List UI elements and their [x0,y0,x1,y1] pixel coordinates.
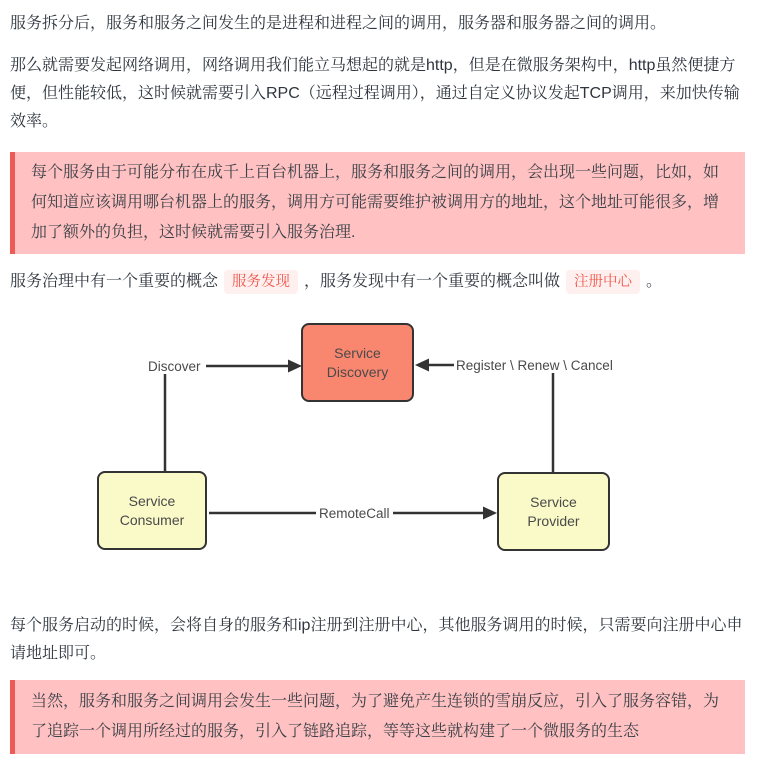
diagram-node-service-discovery [301,323,414,402]
paragraph-network-call: 那么就需要发起网络调用，网络调用我们能立马想起的就是http，但是在微服务架构中，http虽然便捷方便，但性能较低，这时候就需要引入RPC（远程过程调用），通过自定义协议发起TCP调用，来加快传输效率。 [10,57,740,130]
quote-service-governance [10,152,745,254]
diagram-node-service-provider [497,472,610,551]
node-label-line: Consumer [119,511,185,528]
edge-label-register-renew-cancel: Register \ Renew \ Cancel [456,358,613,373]
node-label-line: Service [334,344,381,361]
edge-label-discover: Discover [148,359,201,374]
paragraph-registration: 每个服务启动的时候，会将自身的服务和ip注册到注册中心，其他服务调用的时候，只需要向注册中心申请地址即可。 [10,617,743,662]
paragraph-service-discovery [10,268,745,296]
quote-service-governance-text: 每个服务由于可能分布在成千上百台机器上，服务和服务之间的调用，会出现一些问题，比如，如何知道应该调用哪台机器上的服务，调用方可能需要维护被调用方的地址，这个地址可能很多，增加了额外的负担，这时候就需要引入服务治理. [31,164,720,241]
paragraph-service-split: 服务拆分后，服务和服务之间发生的是进程和进程之间的调用，服务器和服务器之间的调用。 [10,15,667,32]
quote-microservice-ecosystem-text: 当然，服务和服务之间调用会发生一些问题，为了避免产生连锁的雪崩反应，引入了服务容错，为了追踪一个调用所经过的服务，引入了链路追踪，等等这些就构建了一个微服务的生态 [31,693,720,740]
node-label-line: Discovery [326,363,389,380]
paragraph-service-discovery-suffix: 。 [646,273,663,290]
arrowhead-remotecall [483,507,497,520]
edge-label-remotecall: RemoteCall [316,505,393,522]
node-label-line: Service [128,492,176,509]
node-label-line: Service [530,493,577,510]
inline-code-service-discovery: 服务发现 [224,270,298,294]
quote-microservice-ecosystem [10,680,745,754]
paragraph-service-discovery-middle: ，服务发现中有一个重要的概念叫做 [304,273,561,290]
diagram-node-service-consumer [97,471,207,550]
service-discovery-diagram-image[interactable] [0,310,764,582]
arrowhead-discover [288,360,302,373]
arrowhead-register [415,359,429,372]
inline-code-registry-center: 注册中心 [566,270,640,294]
paragraph-service-discovery-prefix: 服务治理中有一个重要的概念 [10,273,219,290]
node-label-line: Provider [527,512,580,529]
